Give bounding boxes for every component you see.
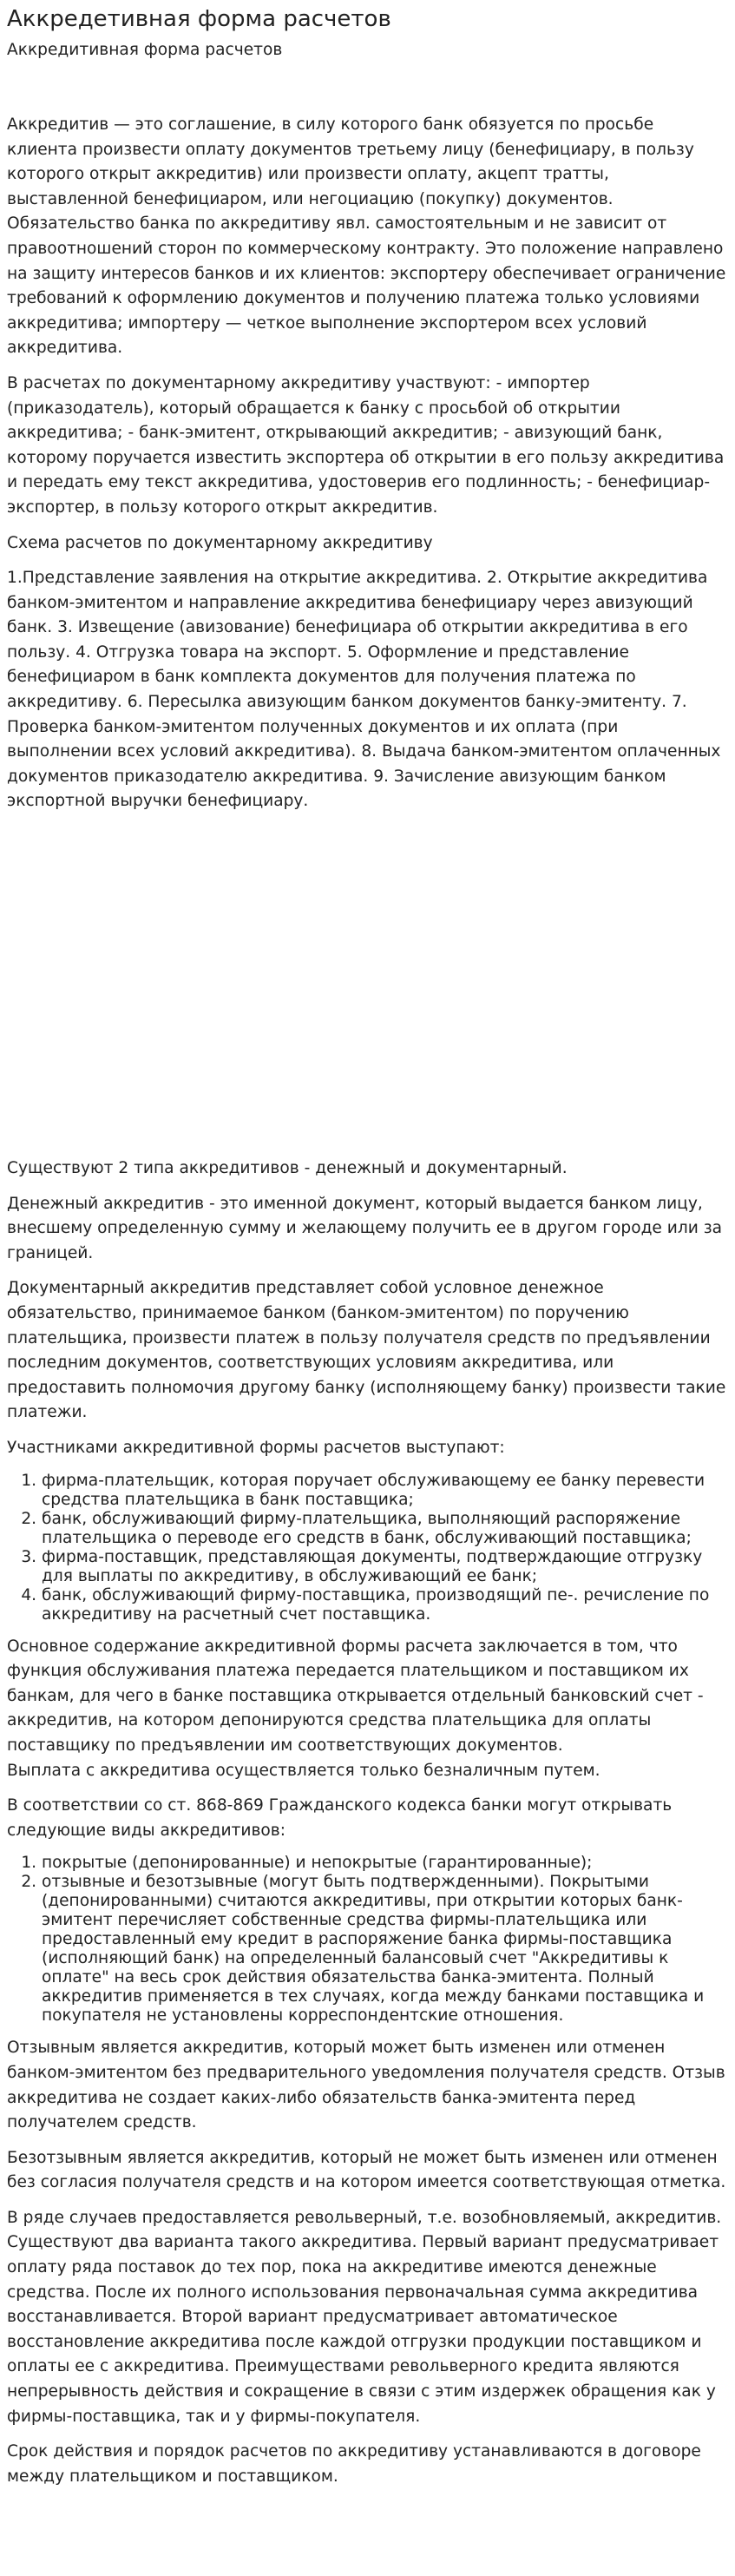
paragraph-revolving: В ряде случаев предоставляется револьверный, т.е. возобновляемый, аккредитив. Существуют два варианта такого аккредитива. Первый вариант предусматривает оплату ряда поставок до тех пор, пока на аккредитиве имеются денежные средства. После их полного использования первоначальная сумма аккредитива восстанавливается. Второй вариант предусматривает автоматическое восстановление аккредитива после каждой отгрузки продукции поставщиком и оплаты ее с аккредитива. Преимуществами револьверного кредита являются непрерывность действия и сокращение в связи с этим издержек обращения как у фирмы-поставщика, так и у фирмы-покупателя. bbox=[7, 2208, 722, 2426]
payment-method-text: Выплата с аккредитива осуществляется только безналичным путем. bbox=[7, 1761, 600, 1780]
paragraph-documentary-letter: Документарный аккредитив представляет собой условное денежное обязательство, принимаемое банком (банком-эмитентом) по поручению плательщика, произвести платеж в пользу получателя средств по предъявлении последним документов, соответствующих условиям аккредитива, или предоставить полномочия другому банку (исполняющему банку) произвести такие платежи. bbox=[7, 1279, 726, 1422]
letter-types-list bbox=[7, 1854, 728, 2026]
paragraph-civil-code: В соответствии со ст. 868-869 Гражданского кодекса банки могут открывать следующие виды аккредитивов: bbox=[7, 1796, 673, 1840]
paragraph-main-content bbox=[7, 1635, 728, 1784]
paragraph-participants-heading: Участниками аккредитивной формы расчетов выступают: bbox=[7, 1438, 505, 1457]
list-item: 2. банк, обслуживающий фирму-плательщика, выполняющий распоряжение плательщика о переводе его средств в банк, обслуживающий поставщика; bbox=[42, 1510, 728, 1548]
paragraph-types: Существуют 2 типа аккредитивов - денежный и документарный. bbox=[7, 1159, 568, 1178]
main-content-text: Основное содержание аккредитивной формы расчета заключается в том, что функция обслуживания платежа передается плательщиком и поставщиком их банкам, для чего в банке поставщика открывается отдельный банковский счет - аккредитив, на котором депонируются средства плательщика для оплаты поставщику по предъявлении им соответствующих документов. bbox=[7, 1637, 704, 1755]
participants-list bbox=[7, 1472, 728, 1624]
list-item: 2. отзывные и безотзывные (могут быть подтвержденными). Покрытыми (депонированными) считаются аккредитивы, при открытии которых банк-эмитент перечисляет собственные средства фирмы-плательщика или предоставленный ему кредит в распоряжение банка фирмы-поставщика (исполняющий банк) на определенный балансовый счет "Аккредитивы к оплате" на весь срок действия обязательства банка-эмитента. Полный аккредитив применяется в тех случаях, когда между банками поставщика и покупателя не установлены корреспондентские отношения. bbox=[42, 1873, 728, 2026]
paragraph-money-letter: Денежный аккредитив - это именной документ, который выдается банком лицу, внесшему определенную сумму и желающему получить ее в другом городе или за границей. bbox=[7, 1194, 723, 1262]
paragraph-definition: Аккредитив — это соглашение, в силу которого банк обязуется по просьбе клиента произвести оплату документов третьему лицу (бенефициару, в пользу которого открыт аккредитив) или произвести оплату, акцепт тратты, выставленной бенефициаром, или негоциацию (покупку) документов. Обязательство банка по аккредитиву явл. самостоятельным и не зависит от правоотношений сторон по коммерческому контракту. Это положение направлено на защиту интересов банков и их клиентов: экспортеру обеспечивает ограничение требований к оформлению документов и получению платежа только условиями аккредитива; импортеру — четкое выполнение экспортером всех условий аккредитива. bbox=[7, 115, 726, 358]
page-subtitle: Аккредитивная форма расчетов bbox=[7, 41, 283, 59]
scheme-image-placeholder bbox=[7, 825, 728, 1156]
paragraph-scheme-heading: Схема расчетов по документарному аккредитиву bbox=[7, 533, 433, 552]
paragraph-participants-documentary: В расчетах по документарному аккредитиву участвуют: - импортер (приказодатель), который обращается к банку с просьбой об открытии аккредитива; - банк-эмитент, открывающий аккредитив; - авизующий банк, которому поручается известить экспортера об открытии в его пользу аккредитива и передать ему текст аккредитива, удостоверив его подлинность; - бенефициар-экспортер, в пользу которого открыт аккредитив. bbox=[7, 373, 725, 517]
paragraph-term: Срок действия и порядок расчетов по аккредитиву устанавливаются в договоре между плательщиком и поставщиком. bbox=[7, 2442, 701, 2486]
list-item: 1. фирма-плательщик, которая поручает обслуживающему ее банку перевести средства плательщика в банк поставщика; bbox=[42, 1472, 728, 1510]
paragraph-scheme-steps: 1.Представление заявления на открытие аккредитива. 2. Открытие аккредитива банком-эмитентом и направление аккредитива бенефициару через авизующий банк. 3. Извещение (авизование) бенефициара об открытии аккредитива в его пользу. 4. Отгрузка товара на экспорт. 5. Оформление и представление бенефициаром в банк комплекта документов для получения платежа по аккредитиву. 6. Пересылка авизующим банком документов банку-эмитенту. 7. Проверка банком-эмитентом полученных документов и их оплата (при выполнении всех условий аккредитива). 8. Выдача банком-эмитентом оплаченных документов приказодателю аккредитива. 9. Зачисление авизующим банком экспортной выручки бенефициару. bbox=[7, 569, 721, 811]
list-item: 3. фирма-поставщик, представляющая документы, подтверждающие отгрузку для выплаты по аккредитиву, в обслуживающий ее банк; bbox=[42, 1548, 728, 1586]
list-item: 4. банк, обслуживающий фирму-поставщика, производящий пе-. речисление по аккредитиву на расчетный счет поставщика. bbox=[42, 1586, 728, 1624]
list-item: 1. покрытые (депонированные) и непокрытые (гарантированные); bbox=[42, 1854, 728, 1873]
page-title: Аккредетивная форма расчетов bbox=[7, 6, 391, 32]
paragraph-revocable: Отзывным является аккредитив, который может быть изменен или отменен банком-эмитентом без предварительного уведомления получателя средств. Отзыв аккредитива не создает каких-либо обязательств банка-эмитента перед получателем средств. bbox=[7, 2039, 725, 2132]
paragraph-irrevocable: Безотзывным является аккредитив, который не может быть изменен или отменен без согласия получателя средств и на котором имеется соответствующая отметка. bbox=[7, 2148, 726, 2192]
